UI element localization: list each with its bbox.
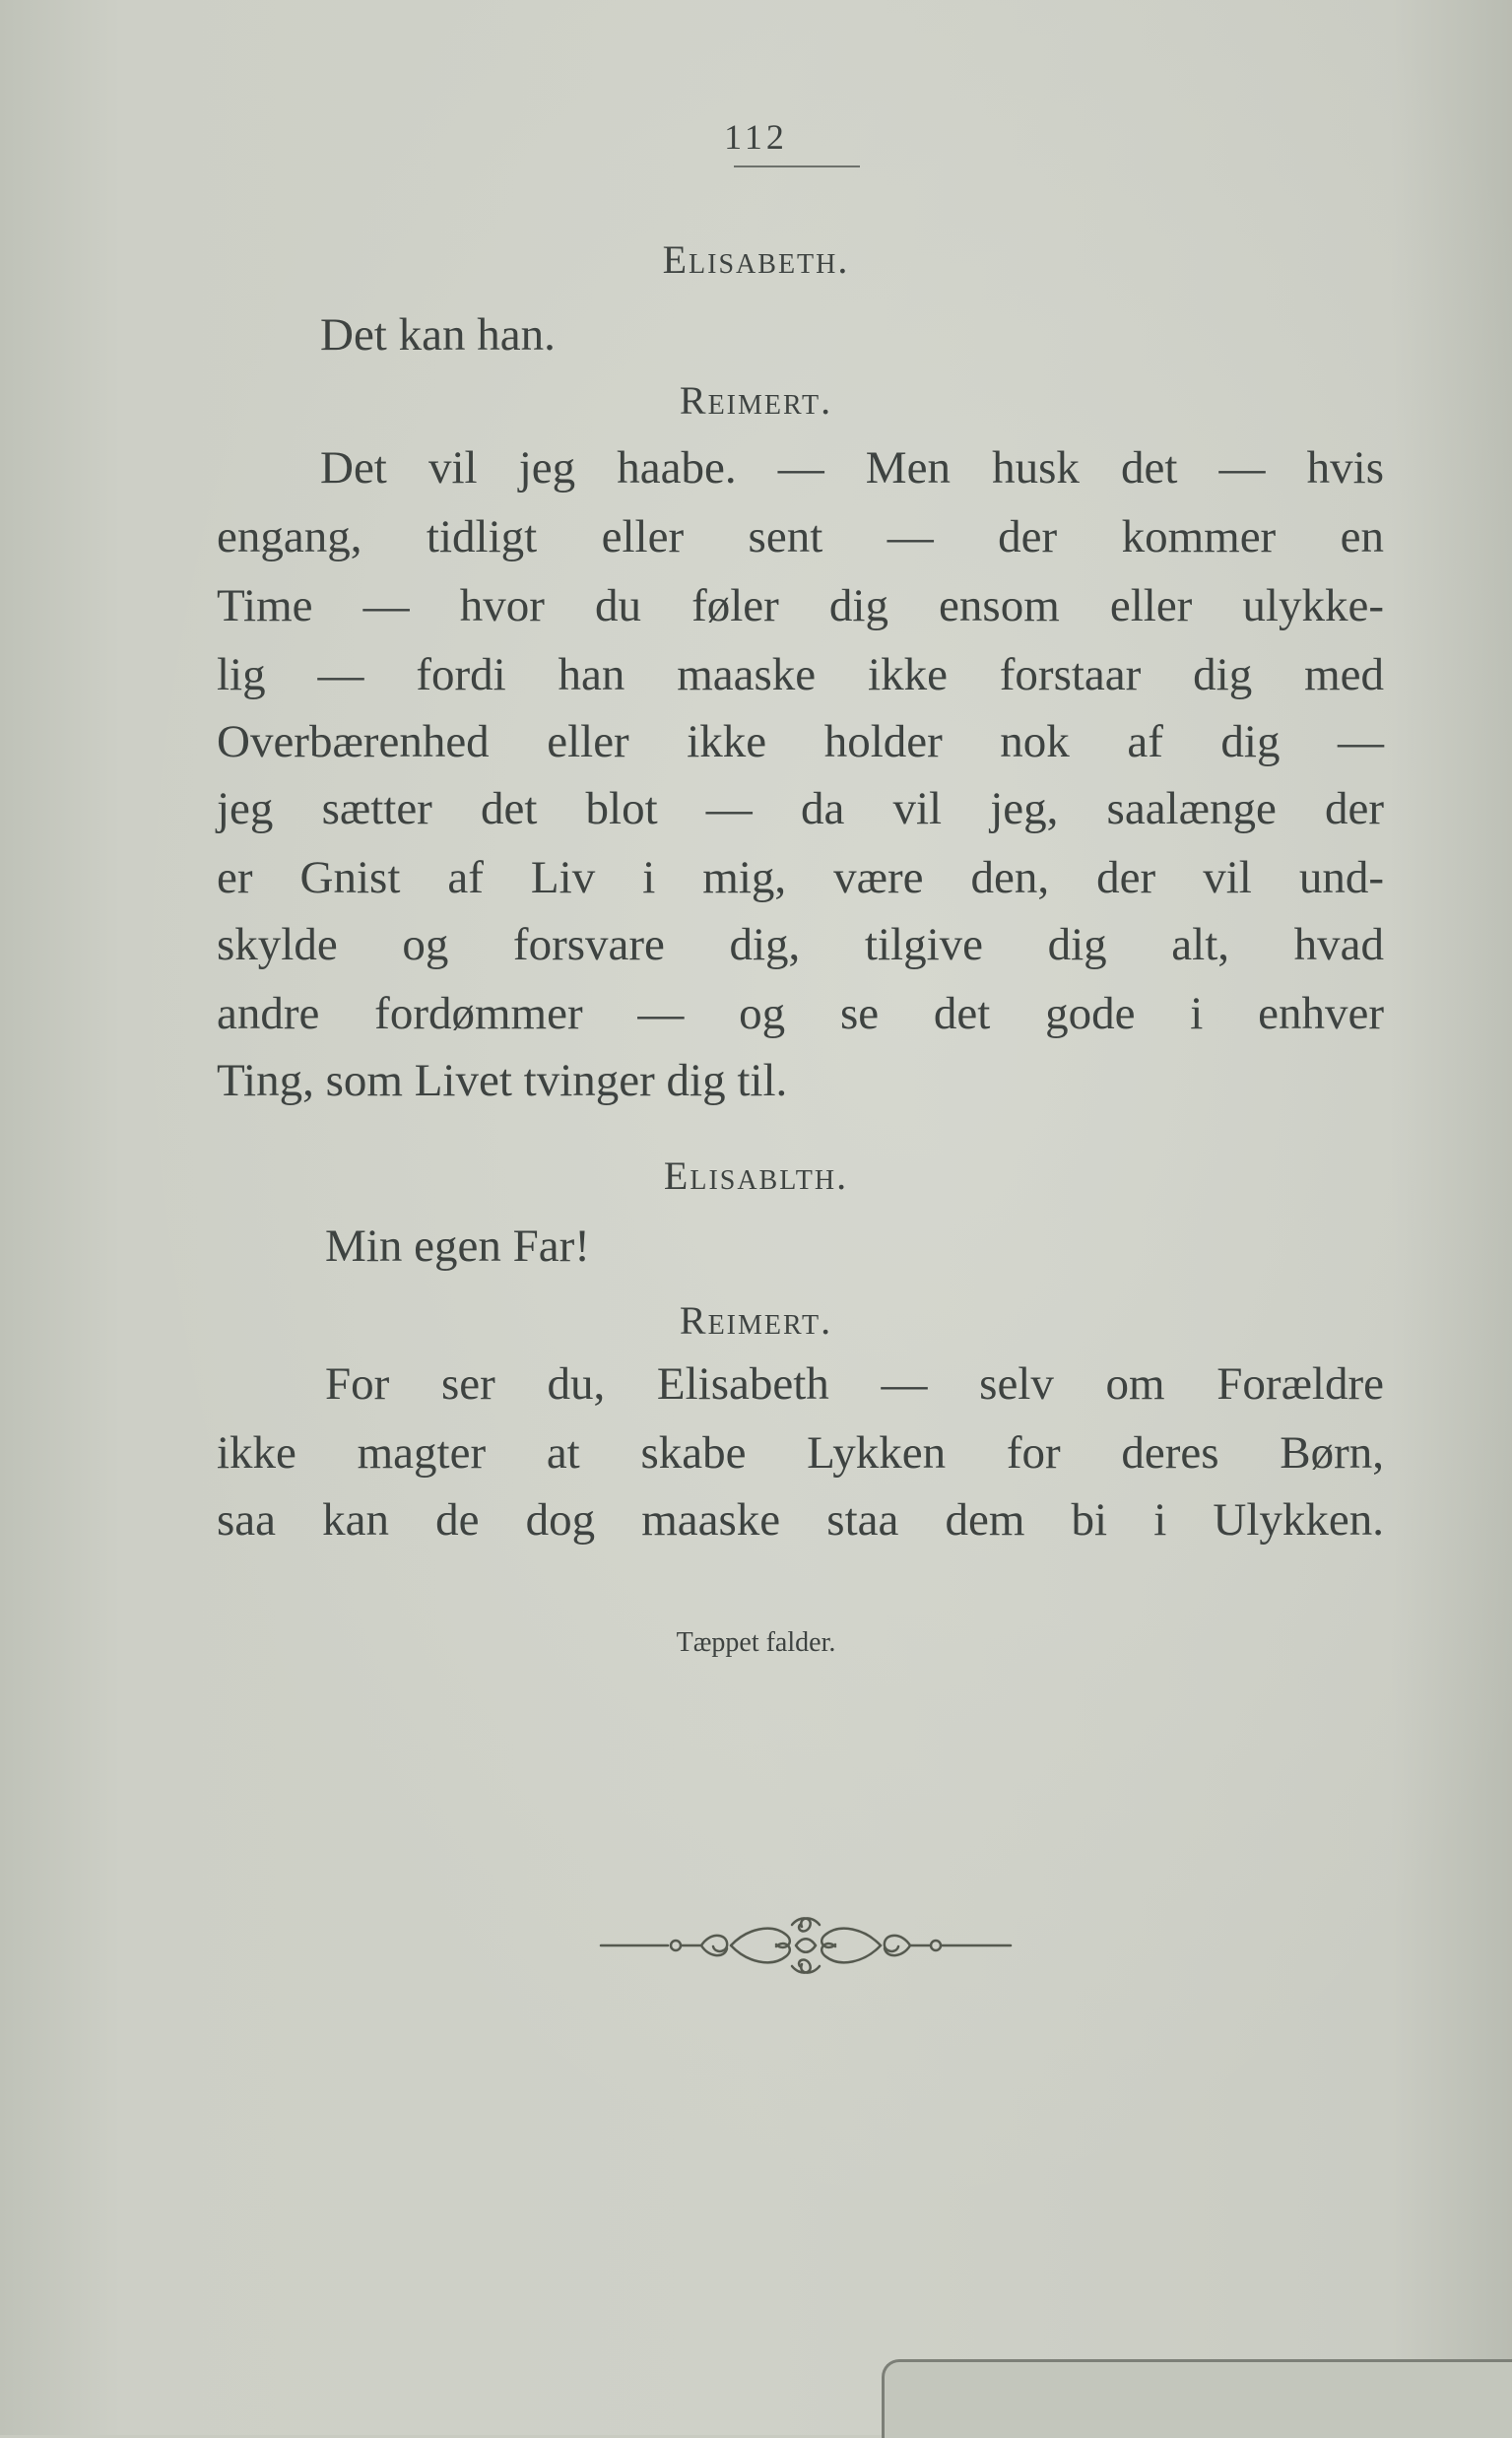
- speaker-name: Elisabeth.: [662, 237, 850, 282]
- dialogue-line: For ser du, Elisabeth — selv om Forældre: [325, 1358, 1384, 1410]
- dialogue-line: jeg sætter det blot — da vil jeg, saalænge der: [217, 783, 1384, 834]
- dialogue-line: engang, tidligt eller sent — der kommer en: [217, 511, 1384, 562]
- dialogue-line: ikke magter at skabe Lykken for deres Børn,: [217, 1427, 1384, 1479]
- dialogue-line: andre fordømmer — og se det gode i enhver: [217, 988, 1384, 1039]
- dialogue-line: Overbærenhed eller ikke holder nok af dig —: [217, 716, 1384, 767]
- speaker-name: Reimert.: [679, 1298, 833, 1343]
- dialogue-line: Det vil jeg haabe. — Men husk det — hvis: [320, 442, 1384, 494]
- dialogue-line: Ting, som Livet tvinger dig til.: [217, 1055, 788, 1106]
- dialogue-line: skylde og forsvare dig, tilgive dig alt, hvad: [217, 919, 1384, 970]
- page-number: 112: [724, 117, 788, 157]
- dialogue-line: Det kan han.: [320, 309, 556, 361]
- dialogue-line: Min egen Far!: [325, 1220, 590, 1272]
- header-rule: [734, 165, 860, 167]
- dialogue-line: lig — fordi han maaske ikke forstaar dig med: [217, 649, 1384, 700]
- scroll-ornament-icon: [599, 1911, 1013, 1985]
- dialogue-line: er Gnist af Liv i mig, være den, der vil und-: [217, 852, 1384, 903]
- speaker-name: Reimert.: [679, 378, 833, 423]
- dialogue-line: Time — hvor du føler dig ensom eller ulykke-: [217, 580, 1384, 631]
- speaker-name: Elisablth.: [663, 1153, 849, 1198]
- dialogue-line: saa kan de dog maaske staa dem bi i Ulykken.: [217, 1494, 1384, 1546]
- page-corner: [882, 2359, 1512, 2438]
- stage-direction: Tæppet falder.: [676, 1627, 836, 1658]
